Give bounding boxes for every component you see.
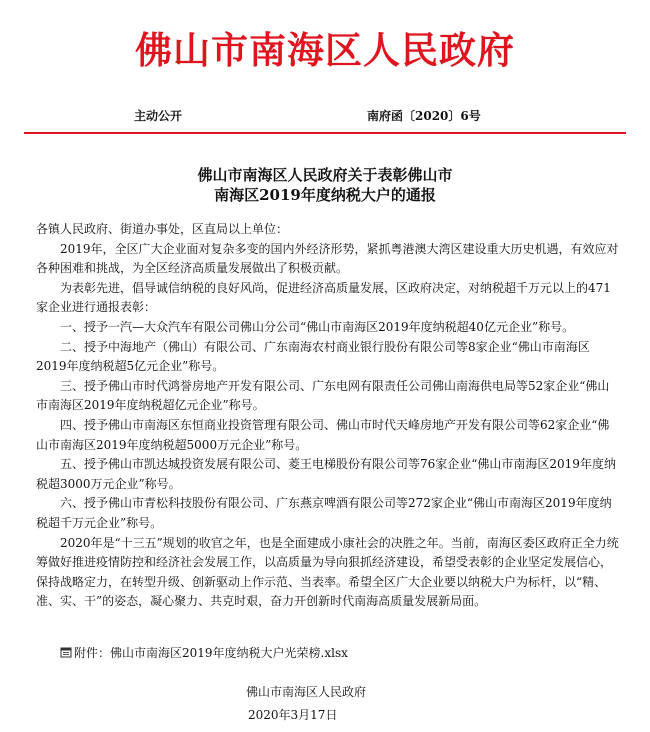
document-title — [0, 165, 650, 205]
document-body — [36, 220, 619, 612]
header-title: 佛山市南海区人民政府 — [135, 28, 515, 72]
document-title-line-1: 佛山市南海区人民政府关于表彰佛山市 — [197, 166, 453, 184]
paragraph-award-3: 三、授予佛山市时代鸿誉房地产开发有限公司、广东电网有限责任公司佛山南海供电局等52家企业“佛山市南海区2019年度纳税超亿元企业”称号。 — [36, 378, 610, 413]
paragraph-award-2: 二、授予中海地产（佛山）有限公司、广东南海农村商业银行股份有限公司等8家企业“佛山市南海区2019年度纳税超5亿元企业”称号。 — [36, 339, 590, 374]
signature-date: 2020年3月17日 — [248, 708, 338, 722]
paragraph-award-1: 一、授予一汽—大众汽车有限公司佛山分公司“佛山市南海区2019年度纳税超40亿元企业”称号。 — [60, 319, 575, 334]
paragraph-intro: 2019年，全区广大企业面对复杂多变的国内外经济形势，紧抓粤港澳大湾区建设重大历史机遇，有效应对各种困难和挑战，为全区经济高质量发展做出了积极贡献。 — [36, 241, 619, 276]
header-divider — [24, 132, 626, 134]
paragraph-award-5: 五、授予佛山市凯达城投资发展有限公司、菱王电梯股份有限公司等76家企业“佛山市南海区2019年度纳税超3000万元企业”称号。 — [36, 457, 616, 491]
attachment-link[interactable] — [60, 645, 348, 661]
salutation: 各镇人民政府、街道办事处，区直局以上单位： — [36, 222, 289, 236]
paragraph-closing: 2020年是“十三五”规划的收官之年，也是全面建成小康社会的决胜之年。当前，南海区委区政府正全力统筹做好推进疫情防控和经济社会发展工作，以高质量为导向狠抓经济建设，希望受表彰的企业坚定发展信心，保持战略定力，在转型升级、创新驱动上作示范、当表率。希望全区广大企业要以纳税大户为标杆，以“精、准、实、干”的姿态，凝心聚力、共克时艰，奋力开创新时代南海高质量发展新局面。 — [36, 535, 619, 609]
document-title-line-2: 南海区2019年度纳税大户的通报 — [214, 186, 436, 204]
paragraph-decision: 为表彰先进，倡导诚信纳税的良好风尚，促进经济高质量发展，区政府决定，对纳税超千万元以上的471家企业进行通报表彰： — [36, 280, 611, 315]
attachment-file-icon — [60, 646, 72, 657]
paragraph-award-6: 六、授予佛山市青松科技股份有限公司、广东燕京啤酒有限公司等272家企业“佛山市南海区2019年度纳税超千万元企业”称号。 — [36, 496, 612, 530]
disclosure-label: 主动公开 — [134, 109, 183, 123]
attachment-label[interactable]: 附件：佛山市南海区2019年度纳税大户光荣榜.xlsx — [74, 646, 348, 660]
paragraph-award-4: 四、授予佛山市南海区东恒商业投资管理有限公司、佛山市时代天峰房地产开发有限公司等62家企业“佛山市南海区2019年度纳税超5000万元企业”称号。 — [36, 417, 610, 452]
signature-organization: 佛山市南海区人民政府 — [246, 685, 367, 699]
document-number: 南府函〔2020〕6号 — [367, 109, 481, 123]
